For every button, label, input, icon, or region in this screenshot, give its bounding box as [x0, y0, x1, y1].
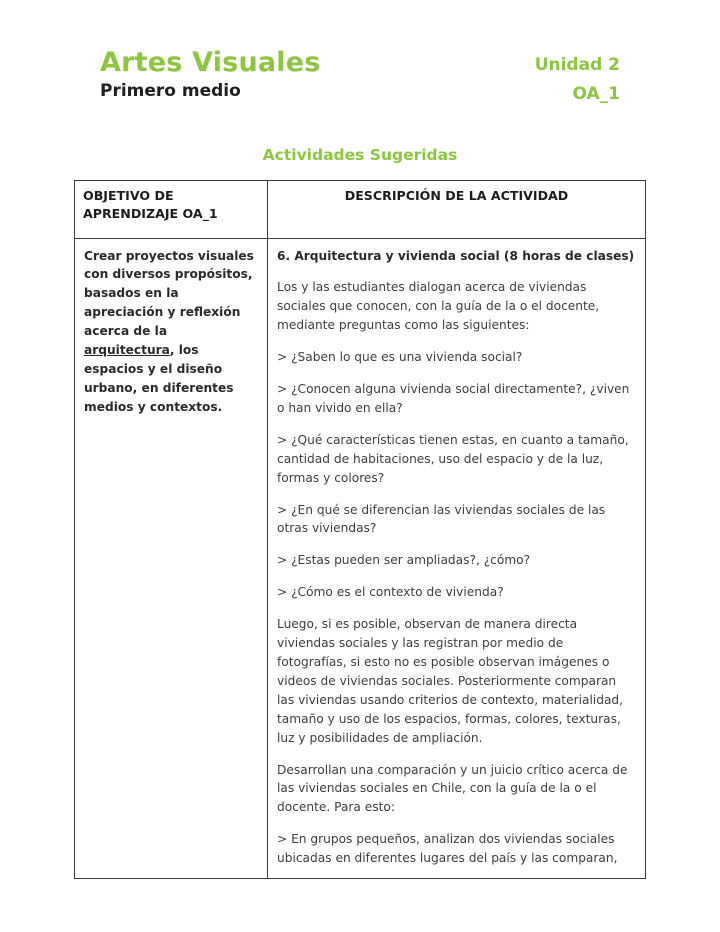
table-header-row — [75, 181, 646, 239]
doc-title: Artes Visuales — [100, 47, 321, 78]
table-body — [75, 238, 646, 879]
activity-paragraph: > En grupos pequeños, analizan dos viviendas sociales ubicadas en diferentes lugares del país y las comparan, — [277, 832, 618, 866]
header-right — [535, 46, 620, 104]
activity-question: > ¿Qué características tienen estas, en cuanto a tamaño, cantidad de habitaciones, uso del espacio y de la luz, formas y colores? — [277, 432, 629, 485]
objective-text-before: Crear proyectos visuales con diversos propósitos, basados en la apreciación y reflexión acerca de la — [84, 248, 254, 339]
activity-question: > ¿Conocen alguna vivienda social directamente?, ¿viven o han vivido en ella? — [277, 382, 630, 415]
activity-heading: 6. Arquitectura y vivienda social (8 horas de clases) — [277, 248, 635, 263]
activity-question: > ¿En qué se diferencian las viviendas sociales de las otras viviendas? — [277, 502, 606, 536]
activity-question: > ¿Saben lo que es una vivienda social? — [277, 350, 523, 365]
unit-label: Unidad 2 — [534, 55, 620, 75]
description-column-header: DESCRIPCIÓN DE LA ACTIVIDAD — [268, 181, 646, 239]
activities-table — [74, 180, 646, 879]
objective-cell — [75, 238, 268, 879]
table-row — [75, 238, 646, 879]
activity-question: > ¿Estas pueden ser ampliadas?, ¿cómo? — [277, 553, 531, 568]
header-left — [100, 46, 321, 102]
table-header — [75, 181, 646, 239]
doc-subtitle: Primero medio — [100, 81, 241, 101]
section-title: Actividades Sugeridas — [262, 146, 458, 164]
page-header — [0, 0, 720, 104]
objective-text-after: , los espacios y el diseño urbano, en diferentes medios y contextos. — [84, 343, 234, 414]
activity-cell — [268, 238, 646, 879]
objective-column-header: OBJETIVO DE APRENDIZAJE OA_1 — [75, 181, 268, 239]
activity-paragraph: Los y las estudiantes dialogan acerca de viviendas sociales que conocen, con la guía de la o el docente, mediante preguntas como las siguientes: — [277, 280, 600, 333]
activity-paragraph: Desarrollan una comparación y un juicio crítico acerca de las viviendas sociales en Chile, con la guía de la o el docente. Para esto: — [277, 762, 628, 815]
oa-label: OA_1 — [572, 84, 620, 104]
activity-paragraph: Luego, si es posible, observan de manera directa viviendas sociales y las registran por medio de fotografías, si esto no es posible observan imágenes o videos de viviendas sociales. Posteriormente comparan las viviendas usando criterios de contexto, materialidad, tamaño y uso de los espacios, formas, colores, texturas, luz y posibilidades de ampliación. — [277, 617, 624, 745]
objective-text-underlined: arquitectura — [84, 343, 170, 358]
activity-question: > ¿Cómo es el contexto de vivienda? — [277, 585, 504, 600]
